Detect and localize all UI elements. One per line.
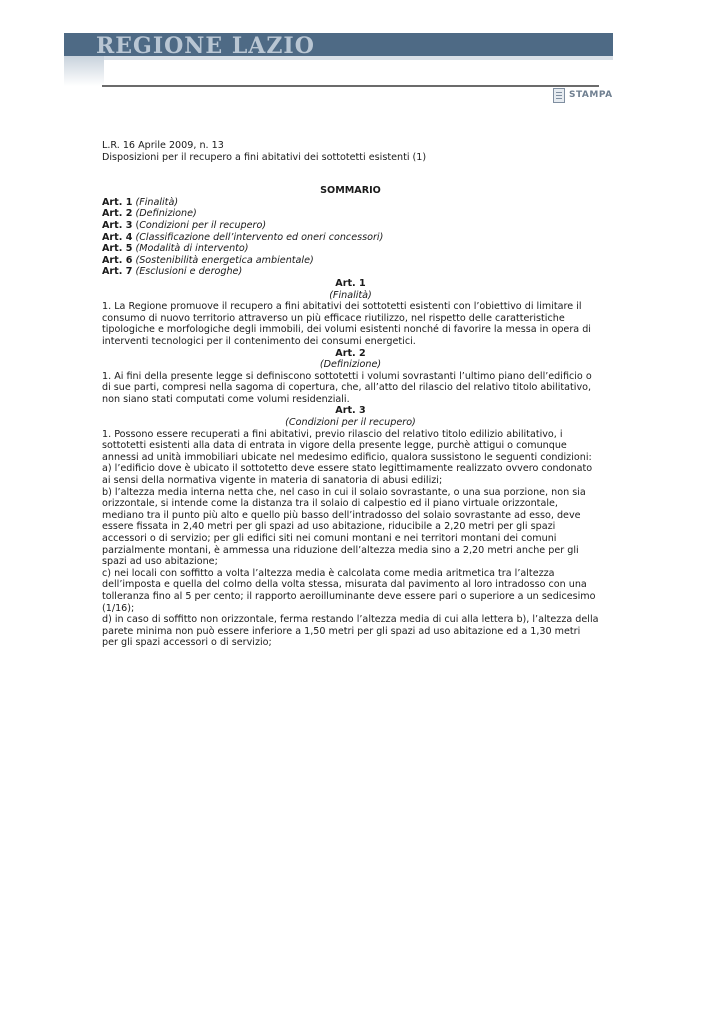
toc-item[interactable]: Art. 1 (Finalità) bbox=[102, 196, 179, 208]
toc-item[interactable]: Art. 7 (Esclusioni e deroghe) bbox=[102, 266, 243, 278]
article-heading: Art. 1 bbox=[335, 277, 366, 289]
toc-item[interactable]: Art. 4 (Classificazione dell’intervento ed oneri concessori) bbox=[102, 231, 384, 243]
toc-item[interactable]: Art. 3 (Condizioni per il recupero) bbox=[102, 219, 267, 231]
article-paragraph: 1. Ai fini della presente legge si definiscono sottotetti i volumi sovrastanti l’ultimo piano dell’edificio o di sue parti, compresi nella sagoma di copertura, che, all’atto del rilascio del relativo titolo abilitativo, non siano stati computati come volumi residenziali. bbox=[102, 370, 592, 405]
regione-lazio-logo: REGIONE LAZIO bbox=[96, 33, 315, 59]
article-paragraph: 1. La Regione promuove il recupero a fini abitativi dei sottotetti esistenti con l’obiettivo di limitare il consumo di nuovo territorio attraverso un più efficace riutilizzo, nel rispetto delle caratteristiche tipologiche e morfologiche degli immobili, dei volumi esistenti nonché di favorire la messa in opera di interventi tecnologici per il contenimento dei consumi energetici. bbox=[102, 301, 591, 347]
article-paragraph bbox=[102, 429, 599, 649]
article-line: 1. Possono essere recuperati a fini abitativi, previo rilascio del relativo titolo edilizio abilitativo, i sottotetti esistenti alla data di entrata in vigore della presente legge, purchè attigui o comunque annessi ad unità immobiliari ubicate nel medesimo edificio, qualora sussistono le seguenti condizioni: bbox=[102, 428, 592, 463]
article-line: d) in caso di soffitto non orizzontale, ferma restando l’altezza media di cui alla lettera b), l’altezza della parete minima non può essere inferiore a 1,50 metri per gli spazi ad uso abitazione ed a 1,30 metri per gli spazi accessori o di servizio; bbox=[102, 614, 599, 649]
document-header bbox=[102, 140, 599, 163]
article-heading: Art. 3 bbox=[335, 405, 366, 417]
article-1 bbox=[102, 278, 599, 348]
article-3 bbox=[102, 405, 599, 648]
summary-heading: SOMMARIO bbox=[320, 185, 381, 197]
article-line: b) l’altezza media interna netta che, nel caso in cui il solaio sovrastante, o una sua porzione, non sia orizzontale, si intende come la distanza tra il solaio di calpestio ed il piano virtuale orizzontale, mediano tra il punto più alto e quello più basso dell’intradosso del solaio sovrastante ad esso, deve essere fissata in 2,40 metri per gli spazi ad uso abitazione, riducibile a 2,20 metri per gli spazi accessori o di servizio; per gli edifici siti nei comuni montani e nei territori montani dei comuni parzialmente montani, è ammessa una riduzione dell’altezza media sino a 2,20 metri anche per gli spazi ad uso abitazione; bbox=[102, 486, 586, 568]
article-line: a) l’edificio dove è ubicato il sottotetto deve essere stato legittimamente realizzato ovvero condonato ai sensi della normativa vigente in materia di sanatoria di abusi edilizi; bbox=[102, 463, 593, 487]
header-rule bbox=[102, 85, 599, 87]
article-subtitle: (Finalità) bbox=[329, 289, 372, 301]
header-banner bbox=[64, 33, 613, 85]
toc-item[interactable]: Art. 2 (Definizione) bbox=[102, 208, 197, 220]
law-title: Disposizioni per il recupero a fini abitativi dei sottotetti esistenti (1) bbox=[102, 151, 427, 163]
article-2 bbox=[102, 348, 599, 406]
table-of-contents bbox=[102, 197, 599, 278]
toc-item[interactable]: Art. 6 (Sostenibilità energetica ambientale) bbox=[102, 254, 314, 266]
article-heading: Art. 2 bbox=[335, 347, 366, 359]
document-body bbox=[102, 140, 599, 649]
article-line: c) nei locali con soffitto a volta l’altezza media è calcolata come media aritmetica tra l’altezza dell’imposta e quella del colmo della volta stessa, misurata dal pavimento al loro intradosso con una tolleranza fino al 5 per cento; il rapporto aeroilluminante deve essere pari o superiore a un sedicesimo (1/16); bbox=[102, 567, 596, 614]
banner-fade bbox=[64, 56, 104, 86]
article-subtitle: (Definizione) bbox=[319, 359, 382, 371]
print-icon bbox=[553, 88, 565, 103]
toc-item[interactable]: Art. 5 (Modalità di intervento) bbox=[102, 243, 249, 255]
law-reference: L.R. 16 Aprile 2009, n. 13 bbox=[102, 140, 224, 151]
print-button[interactable] bbox=[553, 86, 613, 104]
article-subtitle: (Condizioni per il recupero) bbox=[285, 417, 416, 429]
print-label: STAMPA bbox=[569, 90, 613, 100]
